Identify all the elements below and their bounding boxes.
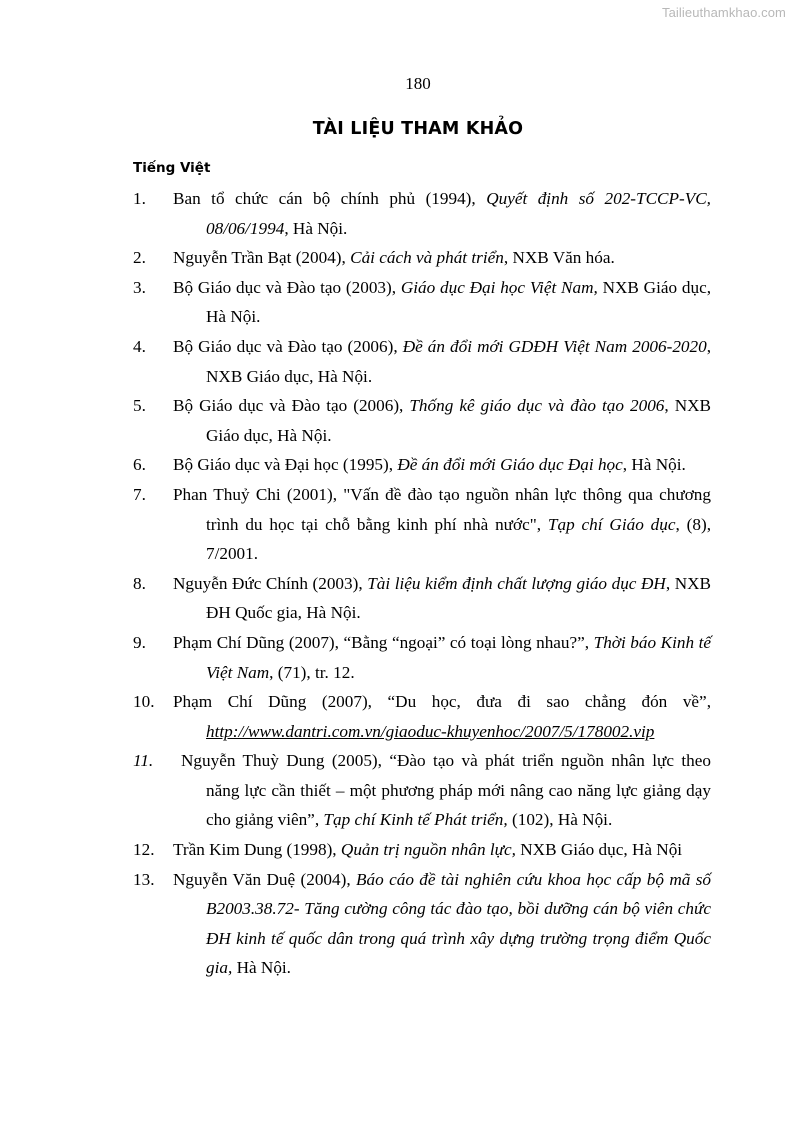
- reference-number: 4.: [133, 336, 146, 356]
- reference-author: Bộ Giáo dục và Đào tạo (2003),: [173, 277, 401, 297]
- reference-author: Nguyễn Đức Chính (2003),: [173, 573, 368, 593]
- reference-item: [133, 332, 711, 391]
- reference-author: Bộ Giáo dục và Đại học (1995),: [173, 455, 398, 475]
- reference-item: [133, 569, 711, 628]
- reference-details: , NXB Giáo dục, Hà Nội.: [206, 396, 711, 445]
- reference-title: Giáo dục Đại học Việt Nam,: [400, 277, 598, 297]
- reference-details: , (8), 7/2001.: [206, 514, 712, 564]
- reference-details: NXB Giáo dục, Hà Nội: [515, 840, 683, 860]
- reference-author: Nguyễn Thuỳ Dung (2005), “Đào tạo và phát triển nguồn nhân lực theo năng lực cần thiết – một phương pháp mới nâng cao năng lực giảng dạy cho giảng viên”,: [181, 751, 711, 830]
- reference-number: 13.: [133, 869, 155, 889]
- reference-author: Nguyễn Văn Duệ (2004),: [173, 869, 357, 889]
- reference-number: 10.: [133, 692, 155, 712]
- reference-item: [133, 865, 711, 983]
- reference-author: Phạm Chí Dũng (2007), “Bằng “ngoại” có toại lòng nhau?”,: [173, 632, 594, 652]
- reference-details: , Hà Nội.: [622, 455, 686, 475]
- reference-item: [133, 480, 711, 569]
- reference-item: [133, 628, 711, 687]
- reference-title: Quyết định số 202-TCCP-VC, 08/06/1994: [206, 189, 711, 238]
- reference-item: [133, 687, 711, 746]
- reference-author: Phạm Chí Dũng (2007), “Du học, đưa đi sao chẳng đón về”,: [173, 692, 711, 712]
- reference-item: [133, 184, 711, 243]
- page-number: 180: [405, 74, 431, 93]
- reference-number: 5.: [133, 396, 146, 416]
- reference-author: Nguyễn Trần Bạt (2004),: [173, 248, 351, 268]
- reference-item: [133, 746, 711, 835]
- reference-title: Quản trị nguồn nhân lực,: [340, 840, 516, 860]
- reference-number: 8.: [133, 573, 146, 593]
- reference-author: Trần Kim Dung (1998),: [173, 840, 341, 860]
- section-heading: Tiếng Việt: [133, 160, 211, 176]
- reference-details: , Hà Nội.: [284, 218, 348, 238]
- reference-details: , NXB Văn hóa.: [503, 248, 615, 268]
- reference-title: Thống kê giáo dục và đào tạo 2006: [409, 396, 665, 416]
- reference-number: 9.: [133, 632, 146, 652]
- reference-item: [133, 243, 711, 273]
- reference-title: Tạp chí Giáo dục: [547, 514, 676, 534]
- reference-title: Báo cáo đề tài nghiên cứu khoa học cấp bộ mã số B2003.38.72- Tăng cường công tác đào tạo, bồi dưỡng cán bộ viên chức ĐH kinh tế quốc dân trong quá trình xây dựng trường trọng điểm Quốc gia,: [206, 869, 711, 978]
- reference-number: 11.: [133, 751, 154, 771]
- reference-number: 3.: [133, 277, 146, 297]
- reference-number: 7.: [133, 484, 146, 504]
- reference-author: Bộ Giáo dục và Đào tạo (2006),: [173, 396, 410, 416]
- reference-details: , NXB ĐH Quốc gia, Hà Nội.: [206, 573, 711, 623]
- reference-details: Hà Nội.: [232, 958, 291, 978]
- reference-item: [133, 450, 711, 480]
- reference-details: , NXB Giáo dục, Hà Nội.: [206, 336, 711, 386]
- reference-title: Đề án đổi mới GDĐH Việt Nam 2006-2020: [402, 336, 707, 356]
- reference-item: [133, 835, 711, 865]
- reference-author: Bộ Giáo dục và Đào tạo (2006),: [173, 336, 403, 356]
- reference-title: Tạp chí Kinh tế Phát triển,: [323, 810, 508, 830]
- reference-details: (102), Hà Nội.: [507, 810, 613, 830]
- reference-list: [133, 184, 711, 983]
- reference-author: Phan Thuỷ Chi (2001), "Vấn đề đào tạo nguồn nhân lực thông qua chương trình du học tại chỗ bằng kinh phí nhà nước",: [173, 484, 711, 534]
- reference-number: 2.: [133, 248, 146, 268]
- watermark: Tailieuthamkhao.com: [661, 5, 786, 20]
- reference-author: Ban tổ chức cán bộ chính phủ (1994),: [173, 189, 487, 208]
- reference-title: Tài liệu kiểm định chất lượng giáo dục ĐH: [367, 573, 666, 593]
- reference-details: , (71), tr. 12.: [269, 662, 355, 682]
- reference-title: Cải cách và phát triển: [350, 248, 504, 268]
- reference-item: [133, 391, 711, 450]
- reference-number: 12.: [133, 840, 155, 860]
- reference-title: Đề án đổi mới Giáo dục Đại học: [397, 455, 623, 475]
- page-title: TÀI LIỆU THAM KHẢO: [312, 119, 524, 139]
- reference-number: 1.: [133, 189, 146, 208]
- reference-number: 6.: [133, 455, 146, 475]
- reference-item: [133, 273, 711, 332]
- reference-title: Thời báo Kinh tế Việt Nam: [206, 632, 711, 682]
- reference-link[interactable]: http://www.dantri.com.vn/giaoduc-khuyenhoc/2007/5/178002.vip: [206, 721, 655, 741]
- reference-details: NXB Giáo dục, Hà Nội.: [206, 277, 711, 327]
